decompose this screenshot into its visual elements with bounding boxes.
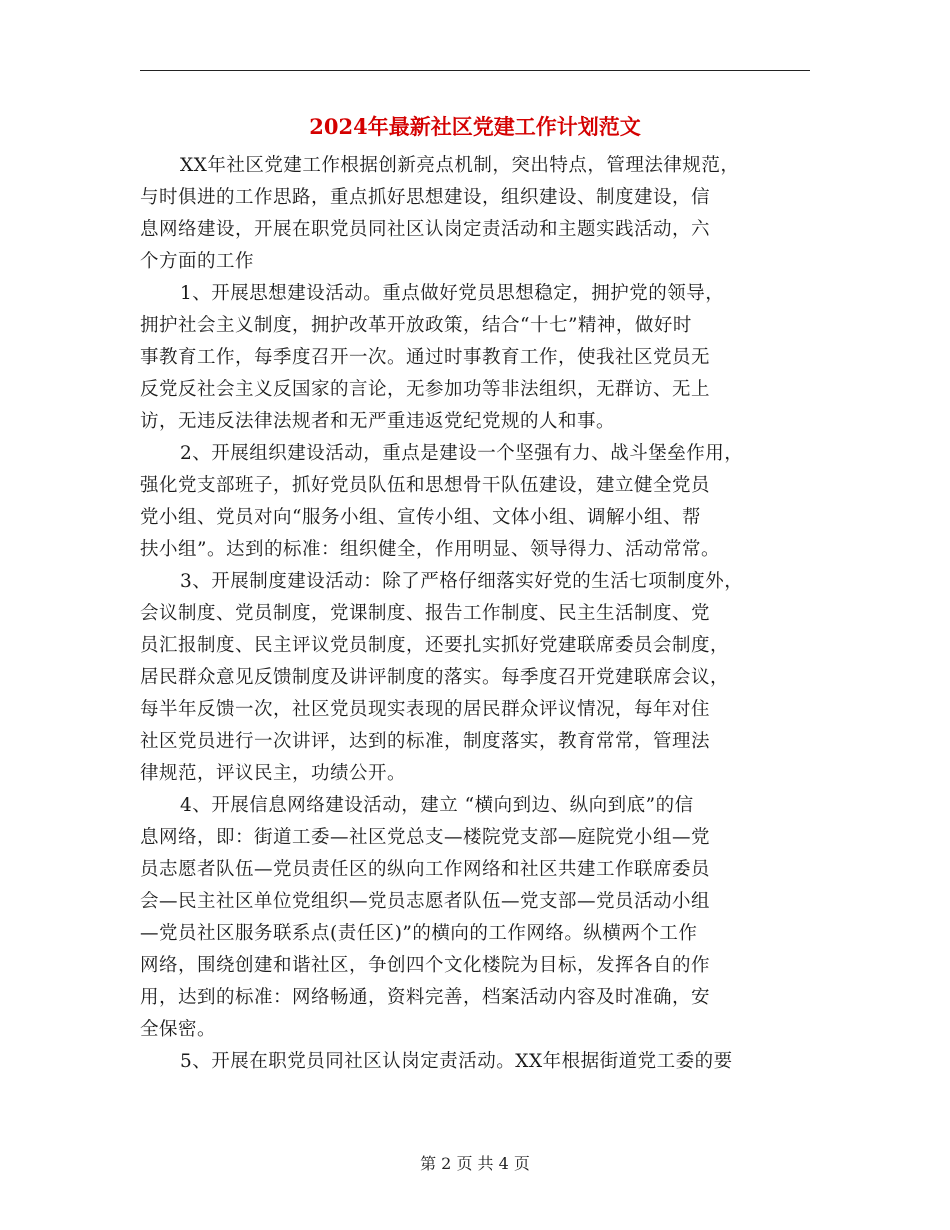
text-line: 强化党支部班子，抓好党员队伍和思想骨干队伍建设，建立健全党员 <box>140 475 711 496</box>
text-line: 4、开展信息网络建设活动，建立 “横向到边、纵向到底”的信 <box>180 795 694 816</box>
text-line: 访，无违反法律法规者和无严重违返党纪党规的人和事。 <box>140 411 616 432</box>
text-line: 息网络建设，开展在职党员同社区认岗定责活动和主题实践活动，六 <box>140 219 711 240</box>
text-line: 事教育工作，每季度召开一次。通过时事教育工作，使我社区党员无 <box>140 347 711 368</box>
text-line: 用，达到的标准：网络畅通，资料完善，档案活动内容及时准确，安 <box>140 987 711 1008</box>
paragraph-item-5 <box>140 1046 815 1078</box>
text-line: 息网络，即：街道工委—社区党总支—楼院党支部—庭院党小组—党 <box>140 827 711 848</box>
text-line: 反党反社会主义反国家的言论，无参加功等非法组织，无群访、无上 <box>140 379 711 400</box>
paragraph-item-4 <box>140 790 815 1046</box>
text-line: 员汇报制度、民主评议党员制度，还要扎实抓好党建联席委员会制度， <box>140 635 730 656</box>
text-line: 网络，围绕创建和谐社区，争创四个文化楼院为目标，发挥各自的作 <box>140 955 711 976</box>
text-line: XX年社区党建工作根据创新亮点机制，突出特点，管理法律规范， <box>180 155 740 176</box>
text-line: 居民群众意见反馈制度及讲评制度的落实。每季度召开党建联席会议， <box>140 667 730 688</box>
paragraph-item-1 <box>140 278 815 438</box>
paragraph-item-3 <box>140 566 815 790</box>
document-body <box>140 150 815 1078</box>
text-line: 每半年反馈一次，社区党员现实表现的居民群众评议情况，每年对住 <box>140 699 711 720</box>
paragraph-intro <box>140 150 815 278</box>
text-line: 拥护社会主义制度，拥护改革开放政策，结合“十七”精神，做好时 <box>140 315 692 336</box>
text-line: 员志愿者队伍—党员责任区的纵向工作网络和社区共建工作联席委员 <box>140 859 711 880</box>
text-line: 社区党员进行一次讲评，达到的标准，制度落实，教育常常，管理法 <box>140 731 711 752</box>
text-line: 全保密。 <box>140 1019 217 1040</box>
text-line: 1、开展思想建设活动。重点做好党员思想稳定，拥护党的领导， <box>180 283 725 304</box>
text-line: —党员社区服务联系点(责任区)”的横向的工作网络。纵横两个工作 <box>140 923 698 944</box>
text-line: 会议制度、党员制度，党课制度、报告工作制度、民主生活制度、党 <box>140 603 711 624</box>
text-line: 5、开展在职党员同社区认岗定责活动。XX年根据街道党工委的要 <box>180 1051 733 1072</box>
page-footer: 第 2 页 共 4 页 <box>420 1154 530 1173</box>
paragraph-item-2 <box>140 438 815 566</box>
header-rule <box>140 70 810 71</box>
text-line: 2、开展组织建设活动，重点是建设一个坚强有力、战斗堡垒作用， <box>180 443 744 464</box>
text-line: 会—民主社区单位党组织—党员志愿者队伍—党支部—党员活动小组 <box>140 891 711 912</box>
text-line: 与时俱进的工作思路，重点抓好思想建设，组织建设、制度建设，信 <box>140 187 711 208</box>
text-line: 律规范，评议民主，功绩公开。 <box>140 763 407 784</box>
text-line: 扶小组”。达到的标准：组织健全，作用明显、领导得力、活动常常。 <box>140 539 720 560</box>
text-line: 3、开展制度建设活动：除了严格仔细落实好党的生活七项制度外， <box>180 571 744 592</box>
text-line: 党小组、党员对向“服务小组、宣传小组、文体小组、调解小组、帮 <box>140 507 701 528</box>
text-line: 个方面的工作 <box>140 251 255 272</box>
document-title: 2024年最新社区党建工作计划范文 <box>309 114 641 139</box>
